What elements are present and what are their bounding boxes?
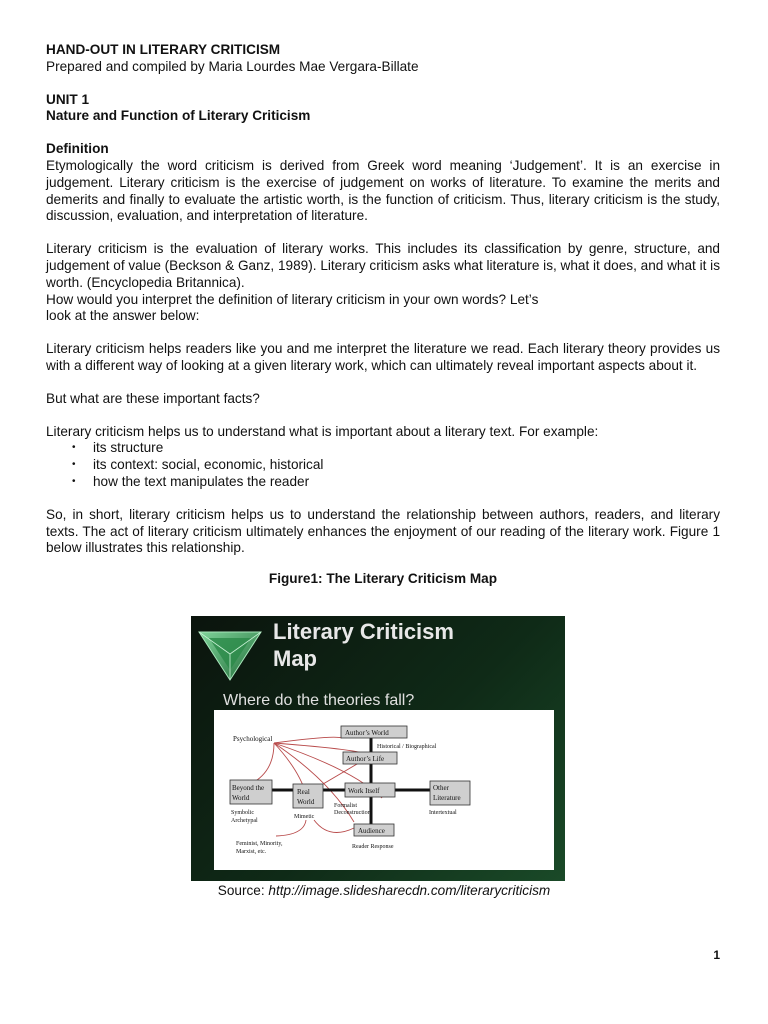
label-archetypal: Archetypal bbox=[231, 818, 258, 824]
figure-source bbox=[0, 883, 768, 898]
figure-caption: Figure1: The Literary Criticism Map bbox=[268, 571, 498, 587]
definition-paragraph-4: Literary criticism helps readers like you and me interpret the literature we read. Each literary theory provides us with a different way of looking at a given literary work, which can ultimately reveal important aspects about it. bbox=[46, 341, 720, 373]
pyramid-logo bbox=[195, 624, 265, 686]
definition-paragraph-3-line-1: How would you interpret the definition of literary criticism in your own words? Let’s bbox=[46, 291, 539, 307]
unit-label: UNIT 1 bbox=[46, 91, 90, 107]
source-url: http://image.slidesharecdn.com/literarycriticism bbox=[268, 883, 551, 898]
label-real-2: World bbox=[297, 798, 315, 806]
figure-subtitle: Where do the theories fall? bbox=[223, 692, 415, 709]
definition-paragraph-5: But what are these important facts? bbox=[46, 390, 260, 406]
label-work-itself: Work Itself bbox=[348, 787, 380, 795]
definition-paragraph-3-line-2: look at the answer below: bbox=[46, 308, 200, 324]
criticism-map-diagram bbox=[214, 710, 554, 870]
label-beyond-2: World bbox=[232, 794, 250, 802]
label-other-1: Other bbox=[433, 784, 449, 792]
label-historical: Historical / Biographical bbox=[377, 744, 437, 750]
label-symbolic: Symbolic bbox=[231, 810, 255, 816]
handout-page bbox=[46, 42, 720, 588]
literary-criticism-map-figure bbox=[191, 616, 565, 881]
handout-title: HAND-OUT IN LITERARY CRITICISM bbox=[46, 42, 281, 57]
label-reader-response: Reader Response bbox=[352, 844, 394, 850]
label-other-2: Literature bbox=[433, 794, 461, 802]
source-label: Source: bbox=[217, 883, 265, 898]
unit-name: Nature and Function of Literary Criticism bbox=[46, 108, 311, 124]
figure-title-line-1: Literary Criticism bbox=[273, 619, 454, 644]
label-beyond-1: Beyond the bbox=[232, 784, 265, 792]
definition-paragraph-1: Etymologically the word criticism is derived from Greek word meaning ‘Judgement’. It is an exercise in judgement. Literary criticism is the exercise of judgement on works of literature. To examine the merits and demerits and finally to evaluate the artistic worth, is the function of criticism. Thus, literary criticism is the study, discussion, evaluation, and interpretation of literature. bbox=[46, 157, 720, 224]
label-real-1: Real bbox=[297, 788, 310, 796]
label-authors-world: Author’s World bbox=[345, 729, 389, 737]
list-item: • its context: social, economic, historical bbox=[93, 457, 720, 474]
figure-title bbox=[273, 618, 454, 672]
label-psychological: Psychological bbox=[233, 735, 273, 743]
list-item: • how the text manipulates the reader bbox=[93, 474, 720, 491]
label-authors-life: Author’s Life bbox=[346, 755, 385, 763]
definition-heading: Definition bbox=[46, 141, 109, 157]
list-item: • its structure bbox=[93, 440, 720, 457]
label-audience: Audience bbox=[358, 827, 385, 835]
example-list bbox=[46, 440, 720, 490]
definition-paragraph-2: Literary criticism is the evaluation of literary works. This includes its classification by genre, structure, and judgement of value (Beckson & Ganz, 1989). Literary criticism asks what literature is, what it does, and what it is worth. (Encyclopedia Britannica). bbox=[46, 241, 720, 290]
label-feminist-1: Feminist, Minority, bbox=[236, 841, 283, 847]
label-feminist-2: Marxist, etc. bbox=[236, 849, 267, 855]
handout-subtitle: Prepared and compiled by Maria Lourdes Mae Vergara-Billate bbox=[46, 58, 419, 74]
page-number: 1 bbox=[713, 948, 720, 962]
label-formalist: Formalist bbox=[334, 803, 358, 809]
label-intertextual: Intertextual bbox=[429, 810, 457, 816]
label-deconstruction: Deconstruction bbox=[334, 810, 371, 816]
definition-paragraph-7: So, in short, literary criticism helps us to understand the relationship between authors, readers, and literary texts. The act of literary criticism ultimately enhances the enjoyment of our reading of the literary work. Figure 1 below illustrates this relationship. bbox=[46, 506, 720, 556]
diagram-panel bbox=[214, 710, 554, 870]
label-mimetic: Mimetic bbox=[294, 814, 315, 820]
figure-title-line-2: Map bbox=[273, 646, 317, 671]
definition-paragraph-6: Literary criticism helps us to understand what is important about a literary text. For example: bbox=[46, 423, 599, 439]
